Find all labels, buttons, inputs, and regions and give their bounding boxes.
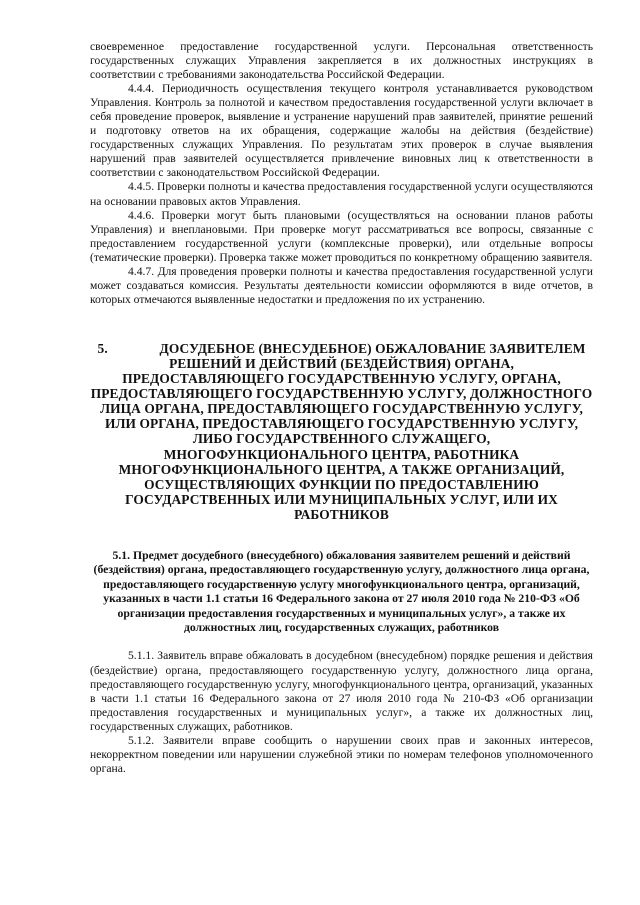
document-page bbox=[90, 40, 593, 776]
section-number: 5. bbox=[97, 340, 108, 356]
section-heading bbox=[90, 341, 593, 522]
subsection-heading: 5.1. Предмет досудебного (внесудебного) обжалования заявителем решений и действий (бездействия) органа, предоставляющего государственную услугу, должностного лица органа, предоставляющего государственную услугу многофункционального центра, организаций, указанных в части 1.1 статьи 16 Федерального закона от 27 июля 2010 года № 210-ФЗ «Об организации предоставления государственных и муниципальных услуг», а также их должностных лиц, государственных служащих, работников bbox=[93, 549, 590, 635]
spacer bbox=[90, 522, 593, 549]
paragraph-5-1-1: 5.1.1. Заявитель вправе обжаловать в досудебном (внесудебном) порядке решения и действия (бездействие) органа, предоставляющего государственную услугу, должностного лица органа, предоставляющего государственную услугу, многофункционального центра, организаций, указанных в части 1.1 статьи 16 Федерального закона от 27 июля 2010 года № 210-ФЗ «Об организации предоставления государственных и муниципальных услуг», а также их должностных лиц, государственных служащих, работников. bbox=[90, 649, 593, 733]
section-title-text: ДОСУДЕБНОЕ (ВНЕСУДЕБНОЕ) ОБЖАЛОВАНИЕ ЗАЯВИТЕЛЕМ РЕШЕНИЙ И ДЕЙСТВИЙ (БЕЗДЕЙСТВИЯ) ОРГАНА, ПРЕДОСТАВЛЯЮЩЕГО ГОСУДАРСТВЕННУЮ УСЛУГУ, ОРГАНА, ПРЕДОСТАВЛЯЮЩЕГО ГОСУДАРСТВЕННУЮ УСЛУГУ, ДОЛЖНОСТНОГО ЛИЦА ОРГАНА, ПРЕДОСТАВЛЯЮЩЕГО ГОСУДАРСТВЕННУЮ УСЛУГУ, ИЛИ ОРГАНА, ПРЕДОСТАВЛЯЮЩЕГО ГОСУДАРСТВЕННУЮ УСЛУГУ, ЛИБО ГОСУДАРСТВЕННОГО СЛУЖАЩЕГО, МНОГОФУНКЦИОНАЛЬНОГО ЦЕНТРА, РАБОТНИКА МНОГОФУНКЦИОНАЛЬНОГО ЦЕНТРА, А ТАКЖЕ ОРГАНИЗАЦИЙ, ОСУЩЕСТВЛЯЮЩИХ ФУНКЦИИ ПО ПРЕДОСТАВЛЕНИЮ ГОСУДАРСТВЕННЫХ ИЛИ МУНИЦИПАЛЬНЫХ УСЛУГ, ИЛИ ИХ РАБОТНИКОВ bbox=[90, 340, 593, 522]
paragraph-4-4-6: 4.4.6. Проверки могут быть плановыми (осуществляться на основании планов работы Управления) и внеплановыми. При проверке могут рассматриваться все вопросы, связанные с предоставлением государственной услуги (комплексные проверки), или отдельные вопросы (тематические проверки). Проверка также может проводиться по конкретному обращению заявителя. bbox=[90, 208, 593, 264]
paragraph-continuation: своевременное предоставление государственной услуги. Персональная ответственность государственных служащих Управления закрепляется в их должностных инструкциях в соответствии с требованиями законодательства Российской Федерации. bbox=[90, 40, 593, 82]
paragraph-4-4-4: 4.4.4. Периодичность осуществления текущего контроля устанавливается руководством Управления. Контроль за полнотой и качеством предоставления государственной услуги включает в себя проведение проверок, выявление и устранение нарушений прав заявителей, принятие решений и подготовку ответов на их обращения, содержащие жалобы на действия (бездействие) государственных служащих Управления. По результатам этих проверок в случае выявления нарушений прав заявителей осуществляется привлечение виновных лиц к ответственности в соответствии с законодательством Российской Федерации. bbox=[90, 82, 593, 180]
paragraph-5-1-2: 5.1.2. Заявители вправе сообщить о нарушении своих прав и законных интересов, некорректном поведении или нарушении служебной этики по номерам телефонов уполномоченного органа. bbox=[90, 733, 593, 775]
paragraph-4-4-7: 4.4.7. Для проведения проверки полноты и качества предоставления государственной услуги может создаваться комиссия. Результаты деятельности комиссии оформляются в виде отчетов, в которых отмечаются выявленные недостатки и предложения по их устранению. bbox=[90, 264, 593, 306]
paragraph-4-4-5: 4.4.5. Проверки полноты и качества предоставления государственной услуги осуществляются на основании правовых актов Управления. bbox=[90, 180, 593, 208]
spacer bbox=[90, 307, 593, 341]
spacer bbox=[90, 635, 593, 649]
